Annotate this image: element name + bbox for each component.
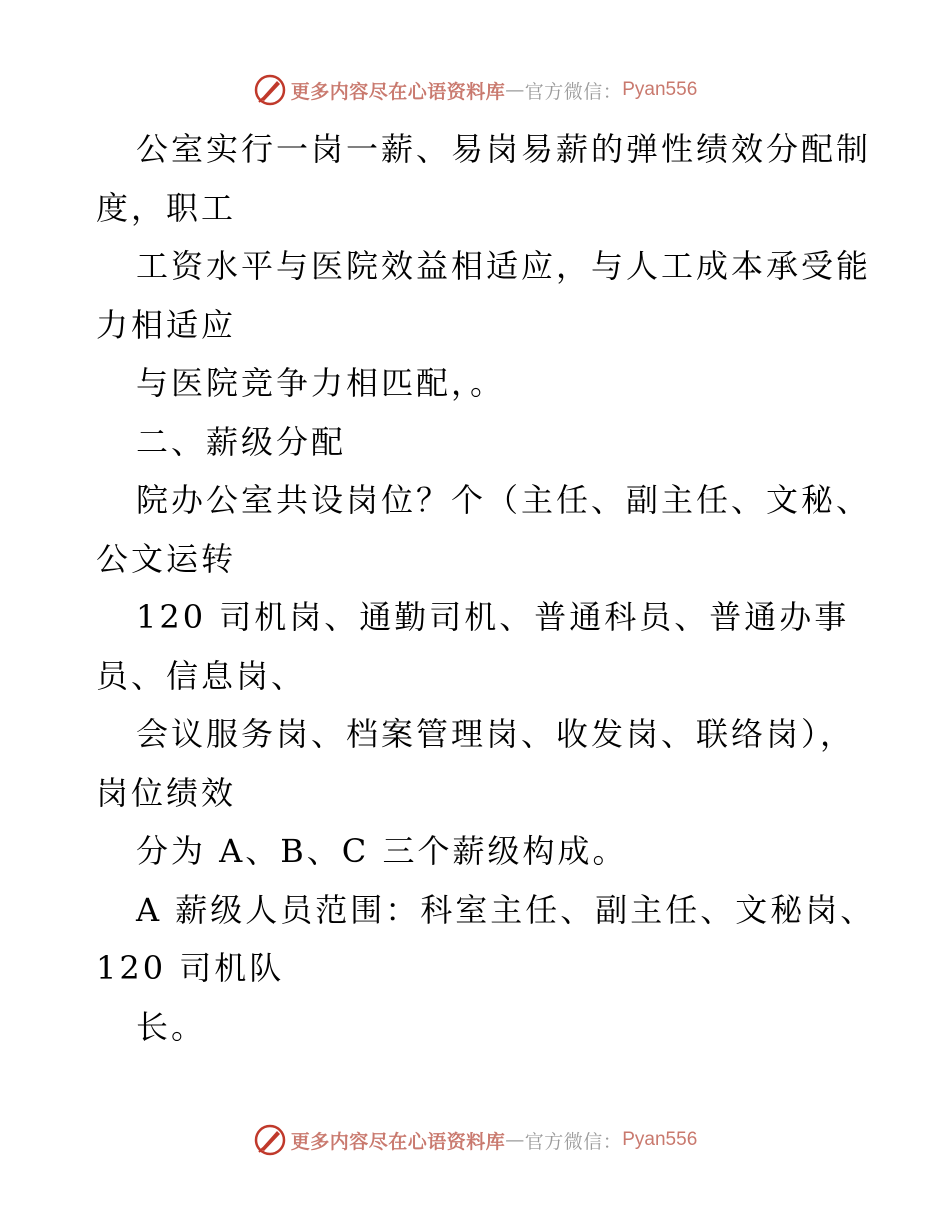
text-line: 力相适应: [96, 305, 237, 344]
text-line: 公室实行一岗一薪、易岗易薪的弹性绩效分配制: [136, 130, 872, 168]
text-line: 公文运转: [96, 539, 237, 578]
text-line: 120 司机岗、通勤司机、普通科员、普通办事: [136, 598, 850, 636]
text-line: 分为 A、B、C 三个薪级构成。: [136, 832, 628, 870]
text-line: 院办公室共设岗位？个（主任、副主任、文秘、: [136, 481, 872, 519]
text-line: 长。: [136, 1007, 207, 1046]
banner-main-text: 更多内容尽在心语资料库: [290, 80, 506, 103]
banner-wechat-id: Pyan556: [622, 1129, 698, 1150]
banner-main-text: 更多内容尽在心语资料库: [290, 1130, 506, 1153]
text-line: 岗位绩效: [96, 773, 237, 812]
quill-pen-logo-icon: [253, 1123, 287, 1157]
banner-dash: —: [505, 1129, 525, 1151]
quill-pen-logo-icon: [253, 73, 287, 107]
header-banner: [0, 70, 950, 110]
text-line: 工资水平与医院效益相适应，与人工成本承受能: [136, 247, 872, 285]
document-body: [96, 120, 876, 1056]
text-line: 度，职工: [96, 188, 237, 227]
text-line: 会议服务岗、档案管理岗、收发岗、联络岗），: [136, 715, 856, 753]
banner-wechat-id: Pyan556: [622, 79, 698, 100]
text-line: 员、信息岗、: [96, 656, 307, 695]
banner-label: 官方微信：: [524, 80, 623, 103]
text-line: 120 司机队: [96, 949, 285, 987]
text-line: A 薪级人员范围：科室主任、副主任、文秘岗、: [136, 890, 876, 929]
section-heading: 二、薪级分配: [136, 422, 347, 461]
banner-dash: —: [505, 79, 525, 101]
banner-label: 官方微信：: [524, 1130, 623, 1153]
footer-banner: [0, 1120, 950, 1160]
text-line: 与医院竞争力相匹配，。: [136, 364, 506, 402]
